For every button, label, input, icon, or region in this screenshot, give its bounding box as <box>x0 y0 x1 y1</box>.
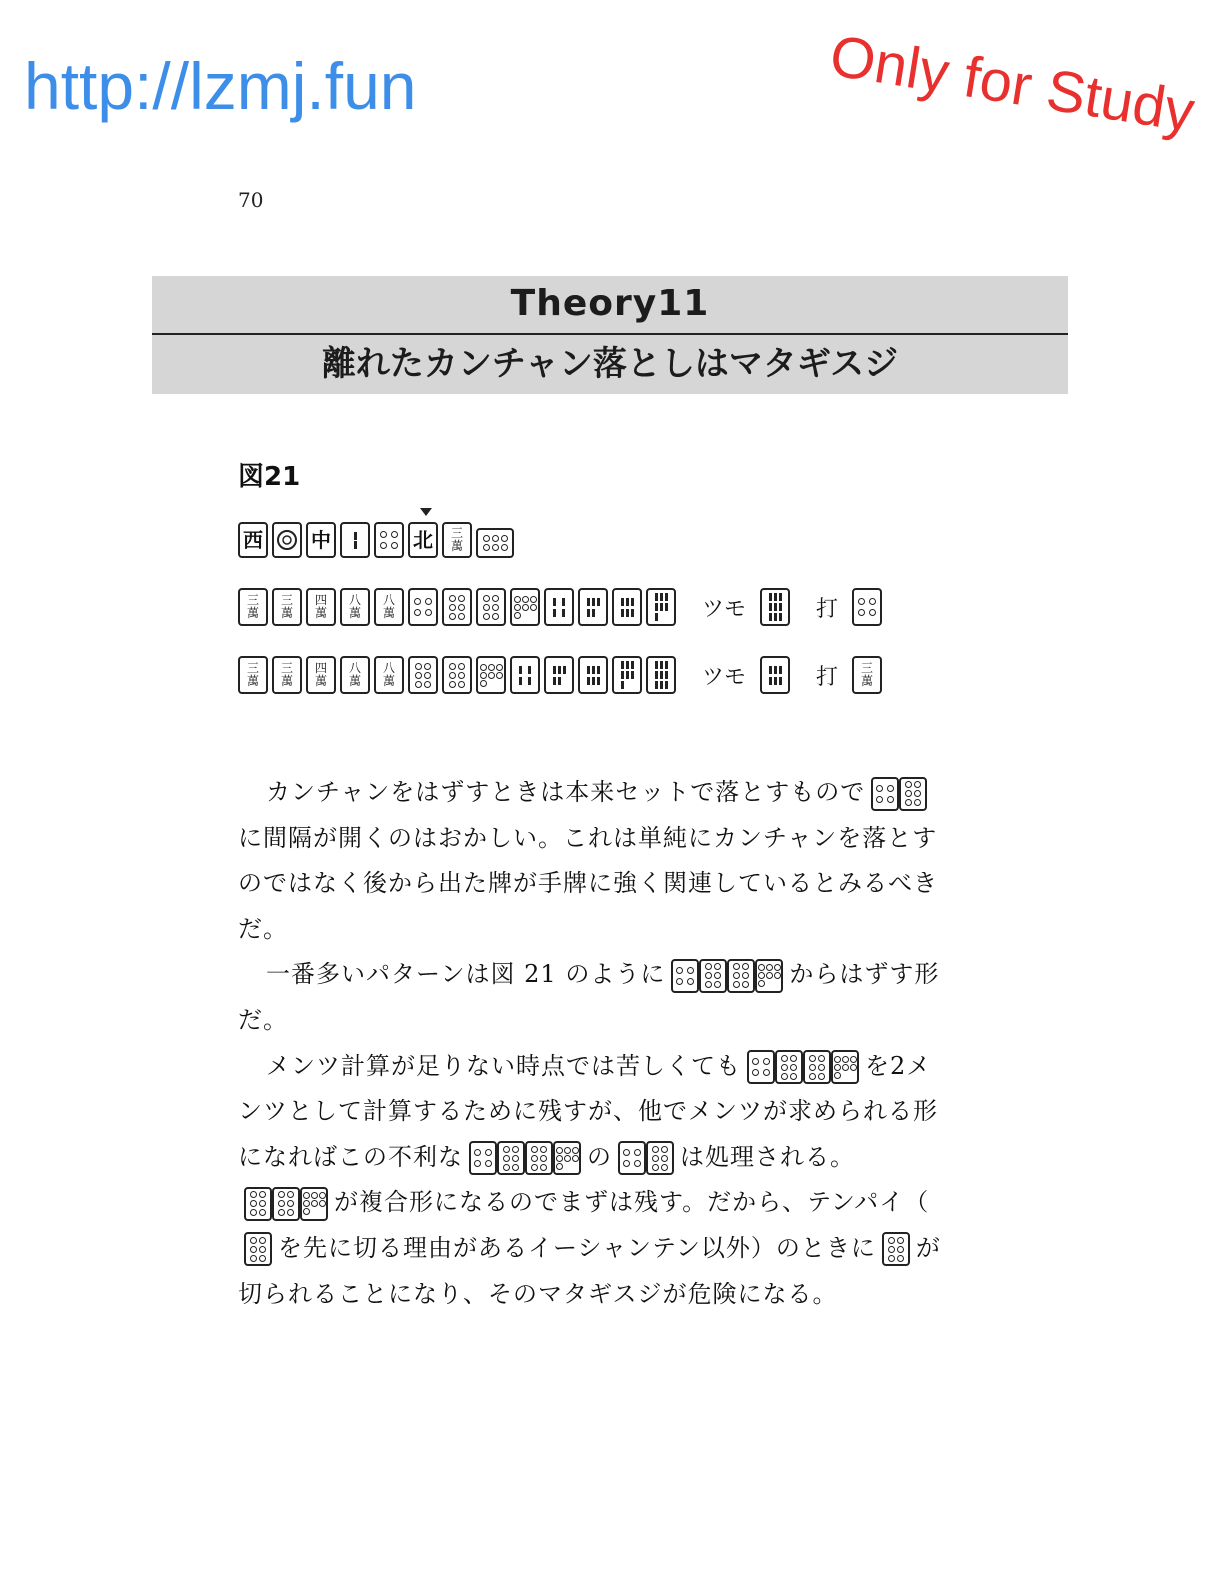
tile-west: 西 <box>238 522 268 558</box>
figure-label: 図21 <box>238 462 301 492</box>
discard-label: 打 <box>816 664 839 690</box>
tile-3-man: 三 萬 <box>272 588 302 626</box>
tile-4-sou <box>544 588 574 626</box>
tile-7-pin <box>831 1050 859 1084</box>
tile-6-pin <box>497 1141 525 1175</box>
tile-6-pin <box>775 1050 803 1084</box>
discard-label: 打 <box>816 596 839 622</box>
tile-8-man: 八 萬 <box>340 588 370 626</box>
tile-8-man: 八 萬 <box>340 656 370 694</box>
text-span: からはずす形だ。 <box>238 960 940 1034</box>
text-span: を2メンツとして計算するために残すが、他でメンツが求められる形になればこの不利な <box>238 1051 938 1171</box>
tile-4-man: 四 萬 <box>306 588 336 626</box>
theory-title-box <box>152 276 1068 394</box>
tile-7-sou <box>646 588 676 626</box>
draw-label: ツモ <box>702 664 747 690</box>
paragraph-3 <box>238 1044 948 1318</box>
tile-group-4667-pin <box>747 1054 859 1080</box>
text-span: 一番多いパターンは図 21 のように <box>266 960 666 989</box>
tile-3-man: 三 萬 <box>272 656 302 694</box>
tile-4-pin <box>618 1141 646 1175</box>
text-span: が切られることになり、そのマタギスジが危険になる。 <box>238 1233 941 1308</box>
tile-4-pin <box>374 522 404 558</box>
tile-6-pin <box>442 656 472 694</box>
tile-6-pin <box>408 656 438 694</box>
tile-3-man: 三 萬 <box>442 522 472 558</box>
tile-6-sou <box>612 588 642 626</box>
tile-6-pin <box>727 959 755 993</box>
text-span: を落とすのではなく後から出た牌が手牌に強く関連しているとみるべきだ。 <box>238 823 938 943</box>
hand-row-2 <box>238 656 886 694</box>
draw-label: ツモ <box>702 596 747 622</box>
text-span: を先に切る理由があるイーシャンテン以外）のときに <box>278 1233 876 1262</box>
tile-4-sou <box>510 656 540 694</box>
tile-group-4667-pin <box>469 1145 581 1171</box>
tile-7-pin <box>553 1141 581 1175</box>
tile-group-6-pin <box>882 1236 910 1262</box>
tile-8-man: 八 萬 <box>374 588 404 626</box>
text-span: の <box>587 1142 612 1171</box>
tile-white-dragon <box>272 522 302 558</box>
tile-4-pin <box>747 1050 775 1084</box>
tile-north: 北 <box>408 522 438 558</box>
tile-6-pin <box>699 959 727 993</box>
tile-5-sou <box>544 656 574 694</box>
tile-group-4-6-pin <box>618 1145 674 1171</box>
tile-6-sou <box>760 656 790 694</box>
text-span: は処理される。 <box>680 1142 855 1171</box>
watermark-url: http://lzmj.fun <box>24 49 417 123</box>
tile-4-pin <box>469 1141 497 1175</box>
tile-6-pin <box>244 1187 272 1221</box>
tile-6-pin <box>525 1141 553 1175</box>
tile-3-man: 三 萬 <box>852 656 882 694</box>
tile-4-pin <box>408 588 438 626</box>
page-number: 70 <box>238 188 264 212</box>
tile-6-pin <box>803 1050 831 1084</box>
body-text <box>238 770 948 1317</box>
tile-6-pin <box>882 1232 910 1266</box>
tile-4-pin <box>671 959 699 993</box>
tile-4-man: 四 萬 <box>306 656 336 694</box>
theory-heading: 離れたカンチャン落としはマタギスジ <box>321 344 899 384</box>
tile-3-man: 三 萬 <box>238 588 268 626</box>
tile-6-pin <box>442 588 472 626</box>
tile-group-4667-pin <box>671 963 783 989</box>
text-span: に間隔が開くのはおかしい。これは単純にカンチャン <box>238 823 838 852</box>
paragraph-1 <box>238 770 948 952</box>
tile-6-pin <box>476 588 506 626</box>
watermark-study-notice: Only for Study <box>825 22 1199 145</box>
tile-6-pin-sideways <box>476 528 514 558</box>
tile-7-sou <box>612 656 642 694</box>
tile-5-sou <box>578 588 608 626</box>
paragraph-2 <box>238 952 948 1043</box>
tile-6-pin <box>899 777 927 811</box>
tile-6-pin <box>646 1141 674 1175</box>
text-span: が複合形になるのでまずは残す。だから、テンパイ（ <box>334 1188 930 1217</box>
discard-row <box>238 522 518 558</box>
tile-7-pin <box>300 1187 328 1221</box>
tile-6-pin <box>244 1232 272 1266</box>
tile-7-pin <box>755 959 783 993</box>
tile-4-pin <box>852 588 882 626</box>
tile-group-667-pin <box>244 1191 328 1217</box>
theory-number: Theory11 <box>510 283 710 324</box>
title-divider <box>152 333 1068 335</box>
text-span: カンチャンをはずすときは本来セットで落とすもので <box>266 778 866 806</box>
tile-6-sou <box>578 656 608 694</box>
tile-group-6-pin <box>244 1236 272 1262</box>
discard-marker-icon <box>420 508 432 516</box>
text-span: メンツ計算が足りない時点では苦しくても <box>266 1051 741 1080</box>
tile-red-dragon: 中 <box>306 522 336 558</box>
hand-row-1 <box>238 588 886 626</box>
tile-4-pin <box>871 777 899 811</box>
tile-8-man: 八 萬 <box>374 656 404 694</box>
tile-group-4-6-pin <box>871 781 927 807</box>
tile-6-pin <box>272 1187 300 1221</box>
tile-9-sou <box>760 588 790 626</box>
tile-2-sou <box>340 522 370 558</box>
tile-7-pin <box>510 588 540 626</box>
tile-7-pin <box>476 656 506 694</box>
tile-3-man: 三 萬 <box>238 656 268 694</box>
tile-9-sou <box>646 656 676 694</box>
